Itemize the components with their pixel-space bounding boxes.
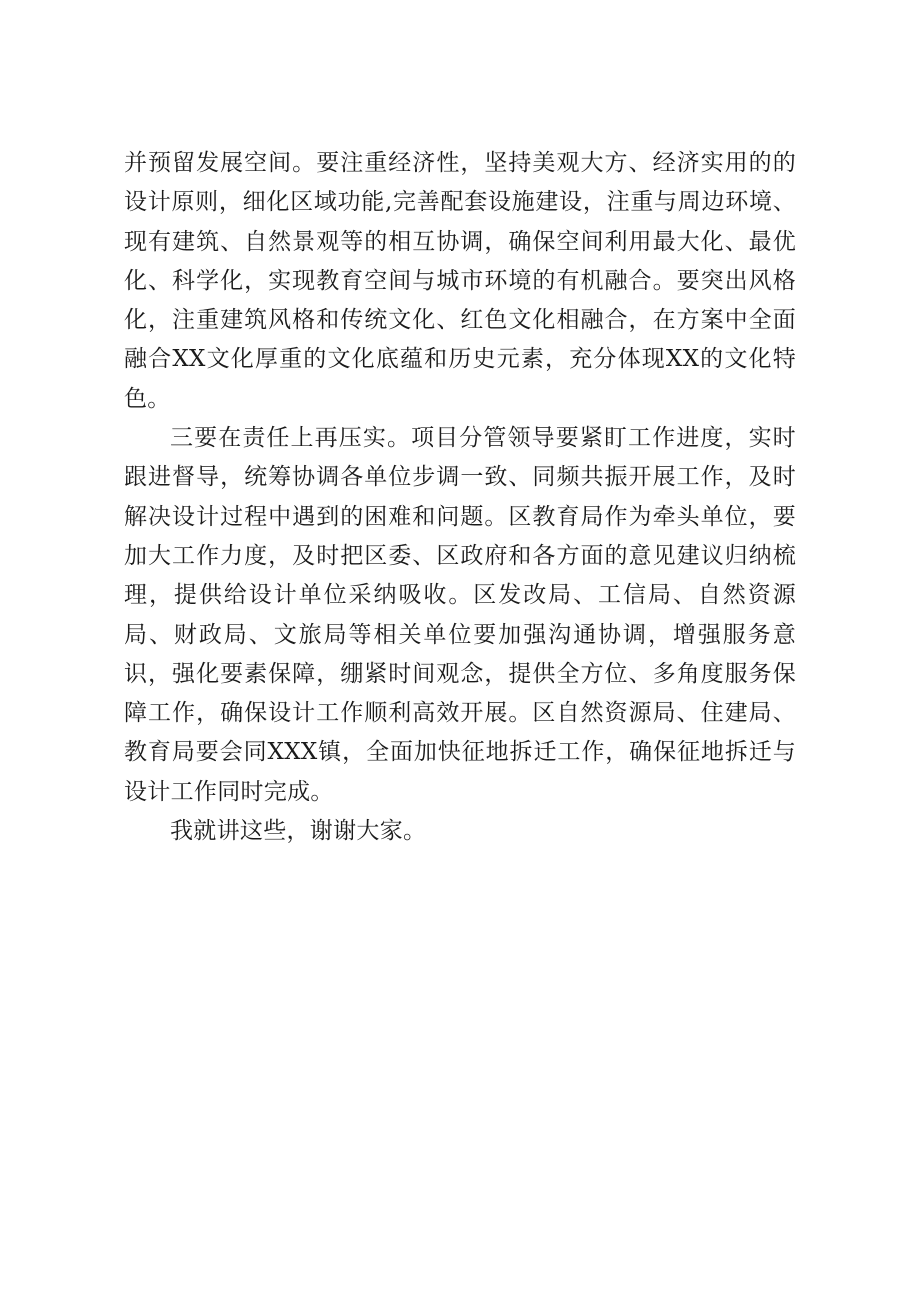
paragraph-responsibility: 三要在责任上再压实。项目分管领导要紧盯工作进度，实时跟进督导，统筹协调各单位步调一致、同频共振开展工作，及时解决设计过程中遇到的困难和问题。区教育局作为牵头单位，要加大工作力度，及时把区委、区政府和各方面的意见建议归纳梳理，提供给设计单位采纳吸收。区发改局、工信局、自然资源局、财政局、文旅局等相关单位要加强沟通协调，增强服务意识，强化要素保障，绷紧时间观念，提供全方位、多角度服务保障工作，确保设计工作顺利高效开展。区自然资源局、住建局、教育局要会同XXX镇，全面加快征地拆迁工作，确保征地拆迁与设计工作同时完成。 [124, 425, 796, 805]
paragraph-closing: 我就讲这些，谢谢大家。 [170, 818, 427, 845]
paragraph-design-principles: 并预留发展空间。要注重经济性，坚持美观大方、经济实用的的设计原则，细化区域功能,完善配套设施建设，注重与周边环境、现有建筑、自然景观等的相互协调，确保空间利用最大化、最优化、科学化，实现教育空间与城市环境的有机融合。要突出风格化，注重建筑风格和传统文化、红色文化相融合，在方案中全面融合XX文化厚重的文化底蕴和历史元素，充分体现XX的文化特色。 [124, 150, 796, 412]
document-body [124, 144, 796, 851]
